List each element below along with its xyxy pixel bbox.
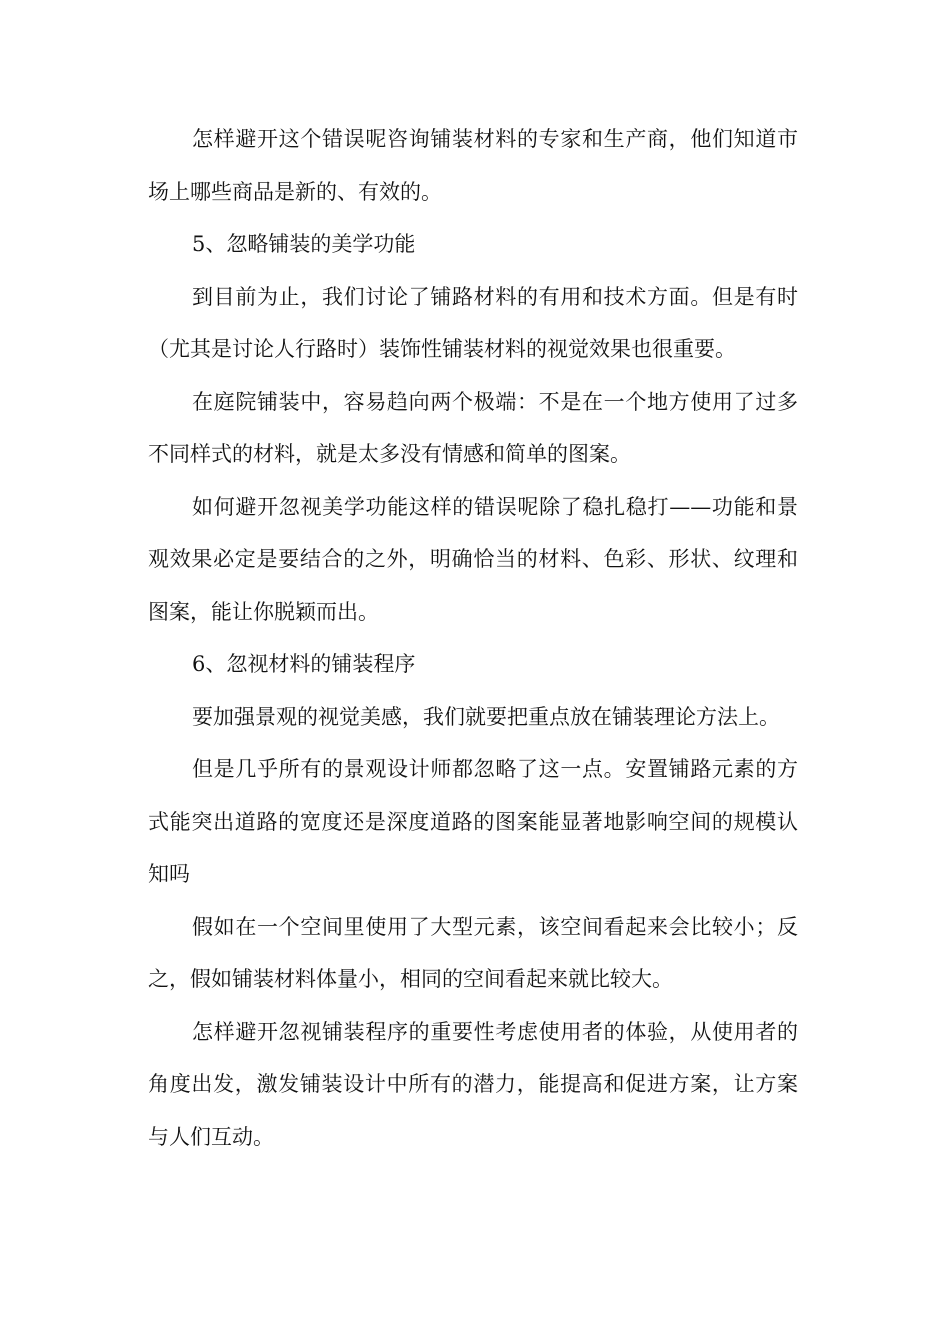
paragraph-courtyard-extremes: 在庭院铺装中，容易趋向两个极端：不是在一个地方使用了过多不同样式的材料，就是太多没有情感和简单的图案。: [148, 389, 798, 466]
paragraph-designers-ignore: 但是几乎所有的景观设计师都忽略了这一点。安置铺路元素的方式能突出道路的宽度还是深度道路的图案能显著地影响空间的规模认知吗: [148, 757, 798, 886]
paragraph-user-experience: 怎样避开忽视铺装程序的重要性考虑使用者的体验，从使用者的角度出发，激发铺装设计中所有的潜力，能提高和促进方案，让方案与人们互动。: [148, 1019, 798, 1149]
paragraph-visual-beauty: 要加强景观的视觉美感，我们就要把重点放在铺装理论方法上。: [192, 704, 780, 729]
paragraph-avoid-error-consult: 怎样避开这个错误呢咨询铺装材料的专家和生产商，他们知道市场上哪些商品是新的、有效的。: [148, 127, 798, 204]
paragraph-element-scale: 假如在一个空间里使用了大型元素，该空间看起来会比较小；反之，假如铺装材料体量小，相同的空间看起来就比较大。: [148, 914, 798, 991]
heading-6-paving-procedure: 6、忽视材料的铺装程序: [192, 652, 416, 676]
paragraph-avoid-ignoring-aesthetics: 如何避开忽视美学功能这样的错误呢除了稳扎稳打——功能和景观效果必定是要结合的之外，明确恰当的材料、色彩、形状、纹理和图案，能让你脱颖而出。: [148, 494, 798, 624]
heading-5-aesthetics: 5、忽略铺装的美学功能: [192, 232, 416, 256]
document-body: [148, 113, 798, 1163]
paragraph-technical-aspects: 到目前为止，我们讨论了铺路材料的有用和技术方面。但是有时（尤其是讨论人行路时）装饰性铺装材料的视觉效果也很重要。: [148, 284, 798, 361]
